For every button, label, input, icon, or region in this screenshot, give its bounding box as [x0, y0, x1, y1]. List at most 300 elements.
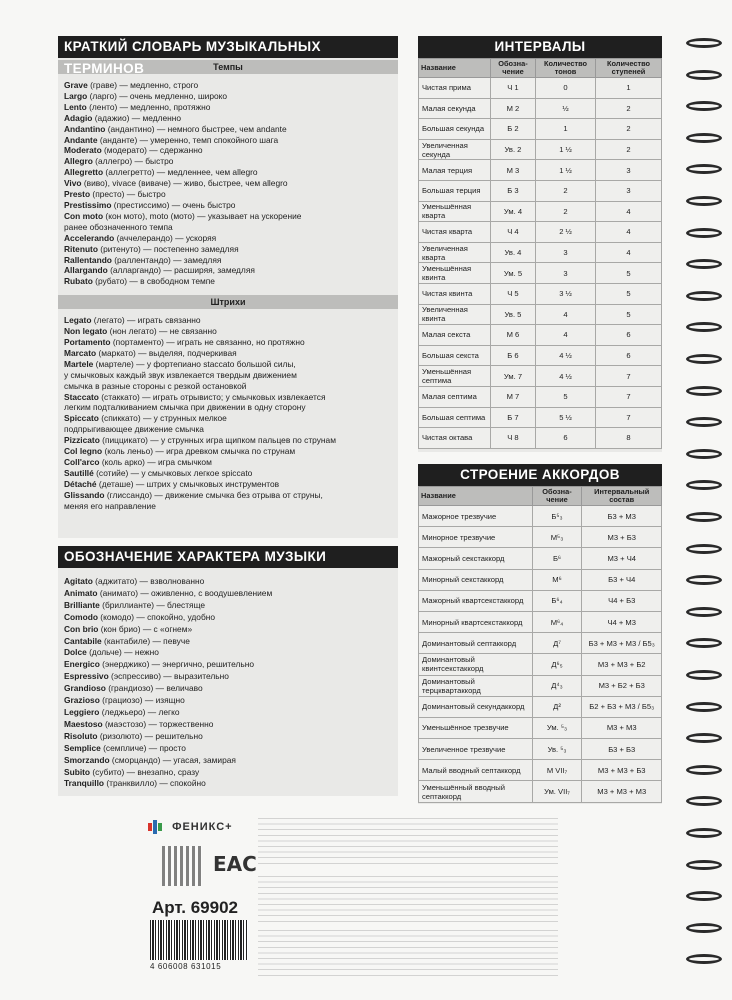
eac-mark: ЕАС	[213, 852, 257, 876]
term-entry	[64, 233, 392, 244]
term-entry	[64, 457, 392, 468]
chords-table	[418, 486, 662, 803]
term-name: Détaché	[64, 478, 97, 489]
term-entry	[64, 102, 392, 113]
table-cell: Уменьшённая септима	[419, 366, 491, 387]
spiral-ring	[686, 607, 722, 617]
table-cell: 4	[536, 325, 596, 346]
table-cell: ½	[536, 98, 596, 119]
table-cell: 4	[595, 222, 661, 243]
term-name: Grave	[64, 80, 88, 90]
term-entry	[64, 600, 392, 612]
term-definition: (кон мото), moto (мото) — указывает на ускорение	[103, 210, 302, 221]
term-entry	[64, 695, 392, 707]
table-cell: 4 ½	[536, 345, 596, 366]
table-cell: Ч4 + Б3	[582, 590, 662, 611]
fine-print-1	[258, 818, 558, 868]
term-name: Martele	[64, 358, 94, 369]
table-cell: Уменьшённая квинта	[419, 263, 491, 284]
table-cell: 4	[595, 201, 661, 222]
term-entry	[64, 113, 392, 124]
barcode-number: 4 606008 631015	[150, 962, 222, 971]
table-row	[419, 527, 662, 548]
brand-name: ФЕНИКС+	[172, 820, 233, 833]
term-name: Rubato	[64, 276, 93, 287]
table-cell: 0	[536, 78, 596, 99]
column-header: Название	[419, 59, 491, 78]
term-entry	[64, 446, 392, 457]
term-entry	[64, 167, 392, 178]
table-cell: М3 + Б3	[582, 527, 662, 548]
term-entry	[64, 636, 392, 648]
spiral-ring	[686, 891, 722, 901]
table-cell: Увеличенная квинта	[419, 304, 491, 325]
table-cell: Б 7	[490, 407, 535, 428]
table-cell: М⁵₃	[532, 527, 582, 548]
table-cell: Большая терция	[419, 180, 491, 201]
spiral-ring	[686, 70, 722, 80]
term-name: Glissando	[64, 489, 105, 500]
table-cell: Уменьшённый вводный септаккорд	[419, 781, 533, 802]
table-cell: Б 6	[490, 345, 535, 366]
term-entry	[64, 671, 392, 683]
term-definition: (кон брио) — с «огнем»	[98, 623, 193, 634]
spiral-ring	[686, 417, 722, 427]
term-name: Allegro	[64, 156, 93, 167]
term-entry	[64, 707, 392, 719]
table-row	[419, 696, 662, 717]
table-row	[419, 506, 662, 527]
column-header: Обозна-чение	[532, 487, 582, 506]
term-entry	[64, 731, 392, 743]
spiral-ring	[686, 480, 722, 490]
table-cell: 1	[595, 78, 661, 99]
table-cell: 4	[536, 304, 596, 325]
table-cell: 1 ½	[536, 160, 596, 181]
term-definition: (маэстозо) — торжественно	[102, 718, 214, 729]
term-entry	[64, 265, 392, 276]
table-cell: М3 + Ч4	[582, 548, 662, 569]
term-entry	[64, 211, 392, 222]
table-cell: 2 ½	[536, 222, 596, 243]
term-definition: у смычковых каждый звук извлекается твердым движением	[64, 369, 297, 380]
spiral-ring	[686, 860, 722, 870]
table-cell: Минорный секстаккорд	[419, 569, 533, 590]
term-definition: (нон легато) — не связанно	[107, 326, 217, 337]
term-entry	[64, 222, 392, 233]
term-name: Risoluto	[64, 730, 98, 741]
table-row	[419, 304, 662, 325]
table-cell: 2	[595, 98, 661, 119]
term-name: Largo	[64, 90, 88, 101]
term-definition: (аллегро) — быстро	[92, 156, 174, 167]
table-cell: Ум. 7	[490, 366, 535, 387]
term-entry	[64, 588, 392, 600]
term-name: Legato	[64, 315, 92, 326]
table-row	[419, 366, 662, 387]
table-cell: Большая секста	[419, 345, 491, 366]
table-cell: 7	[595, 386, 661, 407]
table-cell: Д⁷	[532, 633, 582, 654]
term-entry	[64, 80, 392, 91]
table-row	[419, 78, 662, 99]
column-header: Название	[419, 487, 533, 506]
table-cell: 3	[595, 160, 661, 181]
table-cell: Ув. 4	[490, 242, 535, 263]
term-entry	[64, 624, 392, 636]
term-name: Con moto	[64, 210, 104, 221]
table-row	[419, 717, 662, 738]
term-definition: (андантино) — немного быстрее, чем andante	[105, 123, 287, 134]
table-cell: Д⁴₃	[532, 675, 582, 696]
term-definition: (ризолюто) — решительно	[97, 730, 203, 741]
spiral-ring	[686, 386, 722, 396]
table-cell: 5 ½	[536, 407, 596, 428]
table-cell: М 3	[490, 160, 535, 181]
spiral-ring	[686, 449, 722, 459]
term-definition: (легато) — играть связанно	[91, 315, 201, 326]
table-cell: Б3 + Ч4	[582, 569, 662, 590]
table-cell: Б⁶₄	[532, 590, 582, 611]
table-cell: Доминантовый септаккорд	[419, 633, 533, 654]
spiral-ring	[686, 228, 722, 238]
table-cell: 1	[536, 119, 596, 140]
table-cell: Уменьшённая кварта	[419, 201, 491, 222]
term-entry	[64, 145, 392, 156]
table-row	[419, 222, 662, 243]
table-cell: Малый вводный септаккорд	[419, 760, 533, 781]
table-cell: Ув. ⁵₃	[532, 739, 582, 760]
intervals-panel	[418, 36, 662, 452]
term-definition: (дольче) — нежно	[86, 647, 159, 658]
table-cell: Чистая квинта	[419, 283, 491, 304]
table-cell: Б⁵₃	[532, 506, 582, 527]
table-cell: 4	[595, 242, 661, 263]
table-cell: 6	[536, 428, 596, 449]
spiral-ring	[686, 923, 722, 933]
table-row	[419, 590, 662, 611]
table-cell: 3	[595, 180, 661, 201]
term-definition: (бриллианте) — блестяще	[99, 599, 206, 610]
table-cell: 8	[595, 428, 661, 449]
table-cell: 5	[595, 283, 661, 304]
term-name: Animato	[64, 587, 98, 598]
character-title: ОБОЗНАЧЕНИЕ ХАРАКТЕРА МУЗЫКИ	[58, 546, 398, 568]
table-cell: Мажорный квартсекстаккорд	[419, 590, 533, 611]
term-definition: (грандиозо) — величаво	[105, 683, 203, 694]
table-cell: 6	[595, 325, 661, 346]
term-entry	[64, 755, 392, 767]
term-name: Comodo	[64, 611, 98, 622]
term-definition: (маркато) — выделяя, подчеркивая	[96, 347, 237, 358]
table-cell: Б 3	[490, 180, 535, 201]
term-entry	[64, 135, 392, 146]
table-cell: М 6	[490, 325, 535, 346]
table-cell: 5	[536, 386, 596, 407]
table-cell: Д²	[532, 696, 582, 717]
term-entry	[64, 200, 392, 211]
term-definition: (адажио) — медленно	[92, 112, 182, 123]
spiral-ring	[686, 638, 722, 648]
term-definition: (престо) — быстро	[90, 189, 166, 200]
table-cell: Ч 1	[490, 78, 535, 99]
term-entry	[64, 501, 392, 512]
term-entry	[64, 337, 392, 348]
spiral-ring	[686, 512, 722, 522]
term-name: Lento	[64, 101, 87, 112]
spiral-ring	[686, 765, 722, 775]
table-row	[419, 325, 662, 346]
tempos-list	[58, 74, 398, 291]
term-name: Pizzicato	[64, 435, 100, 446]
table-cell: Увеличенная кварта	[419, 242, 491, 263]
spiral-ring	[686, 101, 722, 111]
table-row	[419, 569, 662, 590]
table-cell: М⁶₄	[532, 611, 582, 632]
term-name: Col legno	[64, 446, 103, 457]
barcode	[150, 920, 248, 960]
term-name: Semplice	[64, 742, 101, 753]
dictionary-panel	[58, 36, 398, 538]
spiral-ring	[686, 575, 722, 585]
term-entry	[64, 413, 392, 424]
table-cell: 7	[595, 366, 661, 387]
term-entry	[64, 255, 392, 266]
term-entry	[64, 359, 392, 370]
term-definition: смычка в разные стороны с резкой остановкой	[64, 380, 247, 391]
spiral-ring	[686, 954, 722, 964]
term-entry	[64, 315, 392, 326]
table-cell: Ум. ⁵₃	[532, 717, 582, 738]
term-name: Adagio	[64, 112, 93, 123]
table-row	[419, 654, 662, 675]
term-name: Cantabile	[64, 635, 102, 646]
table-cell: Д⁶₅	[532, 654, 582, 675]
table-cell: Малая секунда	[419, 98, 491, 119]
table-row	[419, 263, 662, 284]
term-entry	[64, 402, 392, 413]
term-name: Rallentando	[64, 254, 112, 265]
table-cell: Ч 8	[490, 428, 535, 449]
table-row	[419, 675, 662, 696]
table-cell: Ч4 + М3	[582, 611, 662, 632]
term-definition: (граве) — медленно, строго	[87, 80, 199, 90]
term-name: Staccato	[64, 391, 99, 402]
table-row	[419, 428, 662, 449]
term-entry	[64, 743, 392, 755]
table-row	[419, 98, 662, 119]
table-cell: Минорное трезвучие	[419, 527, 533, 548]
term-entry	[64, 381, 392, 392]
spiral-ring	[686, 291, 722, 301]
term-entry	[64, 392, 392, 403]
term-name: Dolce	[64, 647, 87, 658]
term-definition: (раллентандо) — замедляя	[111, 254, 222, 265]
table-cell: 2	[536, 201, 596, 222]
intervals-table	[418, 58, 662, 449]
strokes-header: Штрихи	[58, 295, 398, 309]
term-definition: (сотийе) — у смычковых легкое spiccato	[93, 467, 253, 478]
term-definition: (аллегретто) — медленнее, чем allegro	[103, 167, 258, 178]
term-definition: (виво), vivace (виваче) — живо, быстрее, чем allegro	[81, 178, 288, 189]
table-cell: Малая терция	[419, 160, 491, 181]
table-cell: M VII₇	[532, 760, 582, 781]
spiral-ring	[686, 828, 722, 838]
table-cell: Доминантовый секундаккорд	[419, 696, 533, 717]
term-definition: (анданте) — умеренно, темп спокойного шага	[97, 134, 279, 145]
spiral-ring	[686, 796, 722, 806]
spiral-ring	[686, 322, 722, 332]
term-name: Andantino	[64, 123, 106, 134]
term-entry	[64, 683, 392, 695]
table-cell: Мажорное трезвучие	[419, 506, 533, 527]
term-definition: (пиццикато) — у струнных игра щипком пальцев по струнам	[99, 435, 336, 446]
term-definition: (кантабиле) — певуче	[101, 635, 190, 646]
term-name: Energico	[64, 659, 100, 670]
spiral-ring	[686, 196, 722, 206]
table-cell: 2	[536, 180, 596, 201]
table-cell: Ч 5	[490, 283, 535, 304]
term-name: Agitato	[64, 576, 93, 586]
column-header: Интервальный состав	[582, 487, 662, 506]
term-name: Con brio	[64, 623, 99, 634]
term-entry	[64, 479, 392, 490]
term-definition: (эспрессиво) — выразительно	[108, 671, 229, 682]
term-entry	[64, 435, 392, 446]
term-definition: (глиссандо) — движение смычка без отрыва от струны,	[104, 489, 323, 500]
term-entry	[64, 189, 392, 200]
term-definition: (грациозо) — изящно	[99, 695, 185, 706]
term-definition: (анимато) — оживленно, с воодушевлением	[97, 587, 273, 598]
term-name: Brilliante	[64, 599, 100, 610]
table-cell: Мажорный секстаккорд	[419, 548, 533, 569]
term-name: Grandioso	[64, 683, 106, 694]
term-definition: (престиссимо) — очень быстро	[111, 199, 236, 210]
term-definition: (коль арко) — игра смычком	[99, 457, 212, 467]
table-cell: 5	[595, 263, 661, 284]
table-cell: Чистая октава	[419, 428, 491, 449]
term-entry	[64, 767, 392, 779]
spiral-ring	[686, 38, 722, 48]
term-definition: (ритенуто) — постепенно замедляя	[97, 243, 239, 254]
table-row	[419, 242, 662, 263]
table-cell: Ум. 4	[490, 201, 535, 222]
term-definition: ранее обозначенного темпа	[64, 221, 173, 232]
term-definition: (субито) — внезапно, сразу	[90, 766, 200, 777]
term-name: Spiccato	[64, 413, 99, 424]
table-cell: 3 ½	[536, 283, 596, 304]
table-row	[419, 119, 662, 140]
fine-print-2	[258, 876, 558, 926]
term-name: Moderato	[64, 145, 102, 156]
term-name: Ritenuto	[64, 243, 98, 254]
term-name: Presto	[64, 189, 91, 200]
table-row	[419, 781, 662, 802]
term-definition: (аджитато) — взволнованно	[92, 576, 205, 586]
term-name: Sautillé	[64, 467, 94, 478]
term-definition: (аччелерандо) — ускоряя	[114, 232, 217, 243]
term-definition: (модерато) — сдержанно	[101, 145, 203, 156]
table-cell: Доминантовый квинтсекстаккорд	[419, 654, 533, 675]
fine-print-3	[258, 930, 558, 976]
table-cell: Ум. 5	[490, 263, 535, 284]
qr-code	[162, 846, 202, 886]
term-definition: (сморцандо) — угасая, замирая	[109, 754, 236, 765]
table-cell: Минорный квартсекстаккорд	[419, 611, 533, 632]
term-entry	[64, 124, 392, 135]
table-cell: 1 ½	[536, 139, 596, 160]
table-cell: 2	[595, 119, 661, 140]
table-cell: Увеличенная секунда	[419, 139, 491, 160]
column-header: Количество ступеней	[595, 59, 661, 78]
spiral-ring	[686, 164, 722, 174]
table-cell: 7	[595, 407, 661, 428]
chords-title: СТРОЕНИЕ АККОРДОВ	[418, 464, 662, 486]
table-cell: Ув. 2	[490, 139, 535, 160]
term-entry	[64, 244, 392, 255]
term-definition: (рубато) — в свободном темпе	[92, 276, 215, 287]
dictionary-title: КРАТКИЙ СЛОВАРЬ МУЗЫКАЛЬНЫХ ТЕРМИНОВ	[58, 36, 398, 58]
spiral-ring	[686, 702, 722, 712]
term-definition: (леджьеро) — легко	[99, 706, 180, 717]
term-entry	[64, 612, 392, 624]
table-cell: Увеличенное трезвучие	[419, 739, 533, 760]
term-entry	[64, 91, 392, 102]
term-name: Non legato	[64, 326, 108, 337]
table-cell: Чистая кварта	[419, 222, 491, 243]
term-name: Espressivo	[64, 671, 109, 682]
table-row	[419, 739, 662, 760]
table-cell: Б3 + М3 + М3 / Б5₃	[582, 633, 662, 654]
table-cell: Уменьшённое трезвучие	[419, 717, 533, 738]
character-list	[58, 568, 398, 794]
term-name: Marcato	[64, 347, 97, 358]
table-row	[419, 611, 662, 632]
spiral-ring	[686, 259, 722, 269]
table-cell: Б2 + Б3 + М3 / Б5₃	[582, 696, 662, 717]
term-entry	[64, 647, 392, 659]
term-definition: (семпличе) — просто	[100, 742, 186, 753]
article-number: Арт. 69902	[152, 898, 238, 917]
term-definition: подпрыгивающее движение смычка	[64, 424, 204, 435]
table-row	[419, 407, 662, 428]
spiral-ring	[686, 670, 722, 680]
table-cell: М3 + М3 + Б2	[582, 654, 662, 675]
table-row	[419, 201, 662, 222]
term-definition: меняя его направление	[64, 500, 156, 511]
table-cell: М3 + М3 + М3	[582, 781, 662, 802]
table-cell: 3	[536, 242, 596, 263]
term-definition: (ларго) — очень медленно, широко	[87, 90, 228, 101]
term-entry	[64, 370, 392, 381]
spiral-ring	[686, 354, 722, 364]
term-name: Allegretto	[64, 167, 104, 178]
table-cell: Б3 + М3	[582, 506, 662, 527]
table-row	[419, 633, 662, 654]
term-entry	[64, 778, 392, 790]
table-cell: Малая секста	[419, 325, 491, 346]
column-header: Количество тонов	[536, 59, 596, 78]
term-definition: (энерджико) — энергично, решительно	[99, 659, 254, 670]
term-entry	[64, 178, 392, 189]
term-entry	[64, 576, 392, 588]
table-cell: Ум. VII₇	[532, 781, 582, 802]
table-cell: Б 2	[490, 119, 535, 140]
term-entry	[64, 659, 392, 671]
table-cell: Большая секунда	[419, 119, 491, 140]
table-cell: 4 ½	[536, 366, 596, 387]
term-definition: (транквилло) — спокойно	[104, 778, 206, 789]
